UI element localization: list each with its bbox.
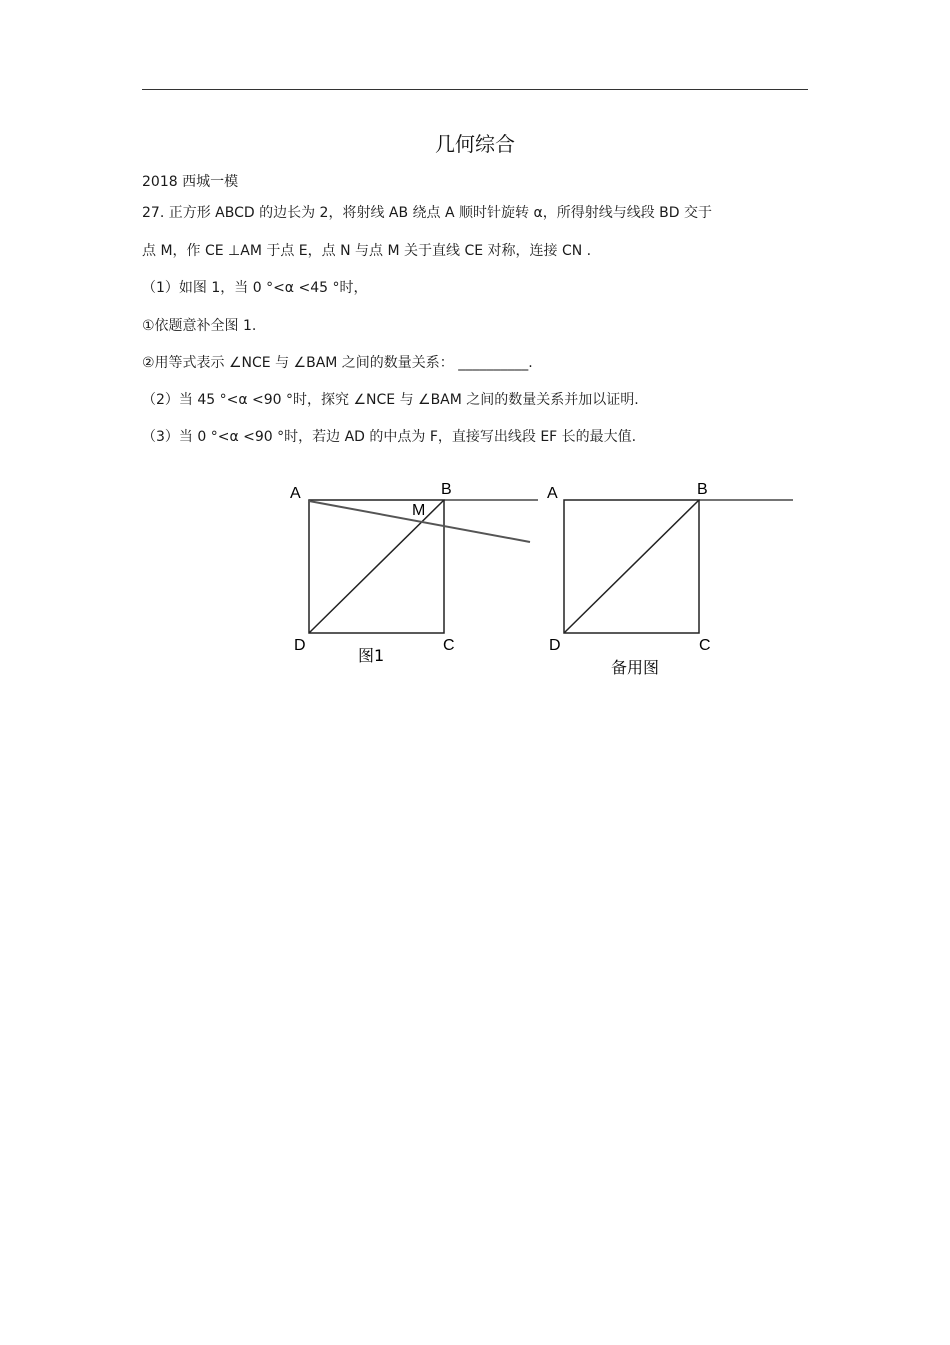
label-c: C: [443, 637, 455, 654]
label-b: B: [441, 481, 452, 498]
figure-2-caption: 备用图: [611, 658, 660, 677]
label-a-backup: A: [547, 485, 558, 502]
part-3: （3）当 0 °<α <90 °时，若边 AD 的中点为 F，直接写出线段 EF 长的最大值.: [142, 429, 637, 445]
part-1: （1）如图 1，当 0 °<α <45 °时，: [142, 280, 368, 296]
diagonal-bd: [309, 500, 444, 633]
figure-2: [547, 481, 793, 677]
figure-1: [290, 481, 538, 665]
part-1-b: ②用等式表示 ∠NCE 与 ∠BAM 之间的数量关系： __________.: [142, 355, 533, 371]
diagonal-bd-backup: [564, 500, 699, 633]
label-b-backup: B: [697, 481, 708, 498]
label-m: M: [412, 502, 426, 519]
label-d-backup: D: [549, 637, 561, 654]
label-a: A: [290, 485, 301, 502]
part-1-a: ①依题意补全图 1.: [142, 318, 257, 334]
label-d: D: [294, 637, 306, 654]
part-2: （2）当 45 °<α <90 °时，探究 ∠NCE 与 ∠BAM 之间的数量关系并加以证明.: [142, 392, 639, 408]
label-c-backup: C: [699, 637, 711, 654]
source-line: 2018 西城一模: [142, 174, 239, 190]
figure-1-caption: 图1: [358, 646, 385, 665]
page-title: 几何综合: [435, 132, 515, 156]
problem-line-2: 点 M，作 CE ⊥AM 于点 E，点 N 与点 M 关于直线 CE 对称，连接 CN .: [142, 243, 592, 259]
problem-line-1: 27. 正方形 ABCD 的边长为 2，将射线 AB 绕点 A 顺时针旋转 α，所得射线与线段 BD 交于: [142, 205, 712, 221]
